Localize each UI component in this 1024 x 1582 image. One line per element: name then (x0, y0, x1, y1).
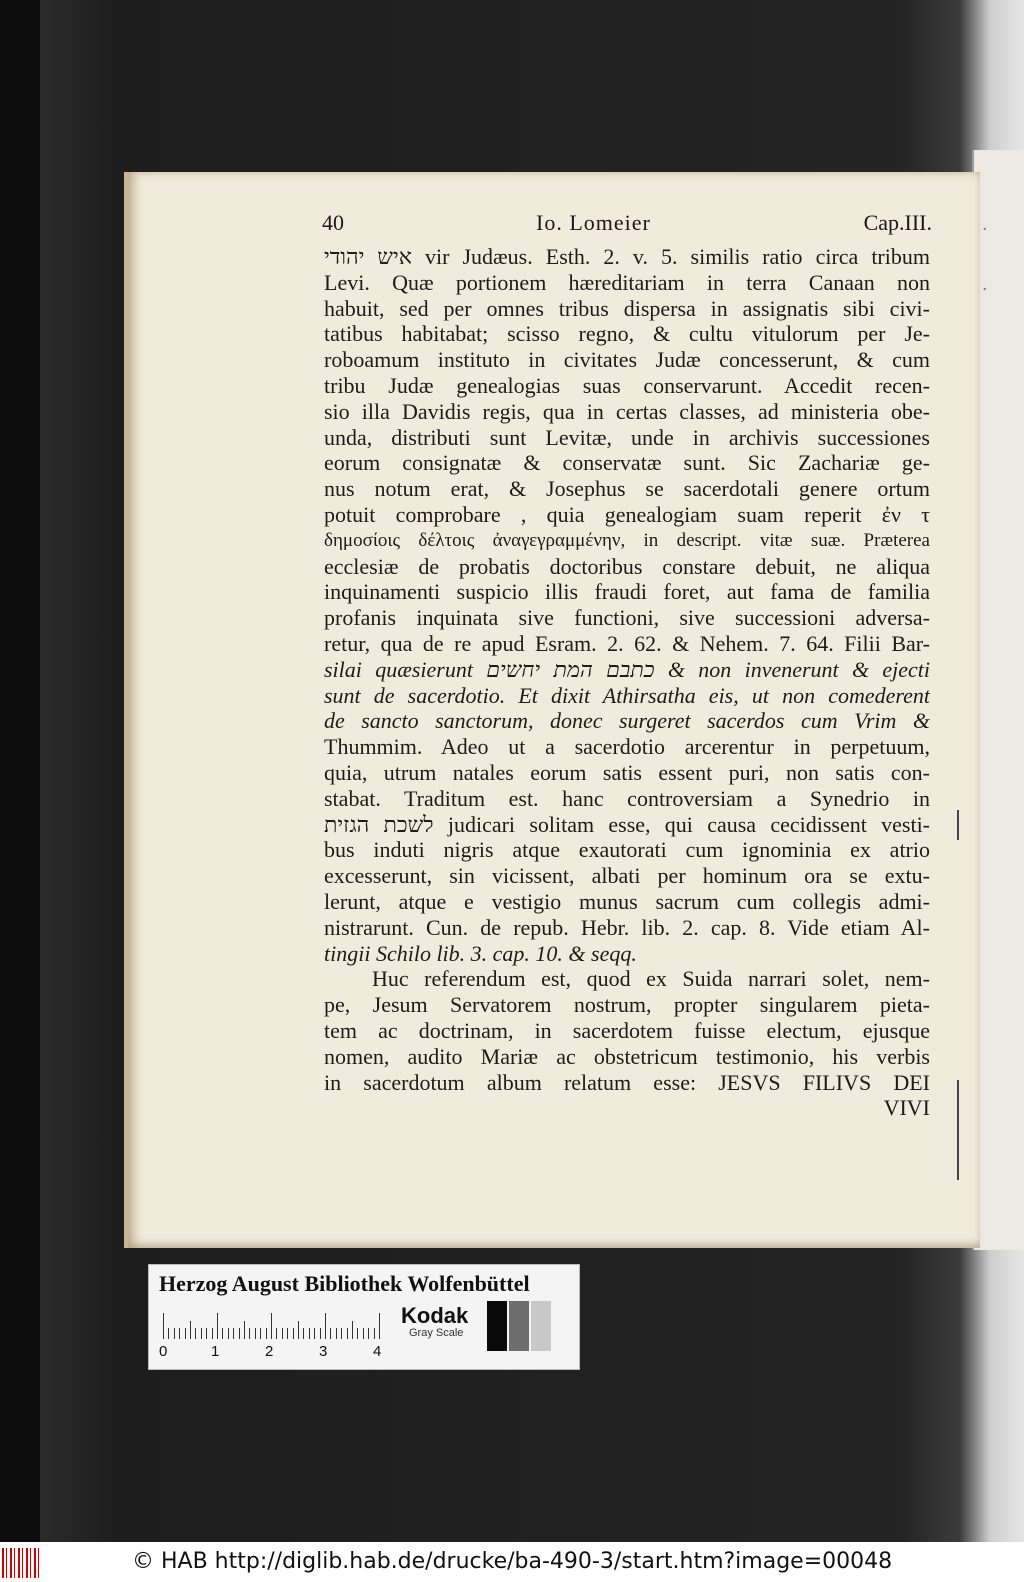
ruler-tick (212, 1328, 213, 1339)
gray-swatch-light (531, 1301, 551, 1351)
library-name: Herzog August Bibliothek Wolfenbüttel (159, 1271, 530, 1296)
ruler-tick (374, 1328, 375, 1339)
ruler-tick (282, 1328, 283, 1339)
gray-scale-label: Gray Scale (409, 1327, 464, 1339)
ruler-tick (228, 1328, 229, 1339)
text-line: Thummim. Adeo ut a sacerdotio arcerentur in perpetuum, (324, 734, 930, 760)
text-line: tatibus habitabat; scisso regno, & cultu vitulorum per Je- (324, 321, 930, 347)
margin-mark (957, 810, 959, 840)
text-line: profanis inquinata sive functioni, sive successioni adversa- (324, 605, 930, 631)
ruler-tick (244, 1321, 245, 1339)
text-line: tribu Judæ genealogias suas conservarunt. Accedit recen- (324, 372, 930, 398)
footer-bar (0, 1542, 1024, 1582)
scanner-edge (0, 0, 40, 1542)
running-header (322, 210, 932, 240)
ruler-tick (341, 1328, 342, 1339)
text-line: stabat. Traditum est. hanc controversiam a Synedrio in (324, 785, 930, 811)
ruler-tick (239, 1328, 240, 1339)
ruler-tick (266, 1328, 267, 1339)
facing-page-edge: · · (972, 150, 1024, 1250)
gray-swatch-black (487, 1301, 507, 1351)
ruler-tick (168, 1328, 169, 1339)
kodak-logo: Kodak (401, 1303, 469, 1328)
ruler-tick (379, 1313, 380, 1339)
text-line: Levi. Quæ portionem hæreditariam in terra Canaan non (324, 269, 930, 295)
text-line: potuit comprobare , quia genealogiam suam reperit ἐν τ (324, 501, 930, 527)
chapter-label: Cap.III. (863, 210, 932, 235)
ruler-tick (233, 1328, 234, 1339)
text-line: sio illa Davidis regis, qua in certas classes, ad ministeria obe- (324, 398, 930, 424)
ruler-tick (368, 1328, 369, 1339)
ruler-tick (330, 1328, 331, 1339)
text-line: Huc referendum est, quod ex Suida narrari solet, nem- (372, 966, 930, 992)
text-line: quia, utrum natales eorum satis essent puri, non satis con- (324, 759, 930, 785)
ruler-tick (222, 1328, 223, 1339)
ruler-tick (271, 1313, 272, 1339)
text-line: inquinamenti suspicio illis fraudi foret, aut fama de familia (324, 579, 930, 605)
gray-swatch-mid (509, 1301, 529, 1351)
ruler-tick (190, 1321, 191, 1339)
ruler-tick (314, 1328, 315, 1339)
text-line: silai quæsierunt כתבם המת יחשים & non invenerunt & ejecti (324, 656, 930, 682)
catchword: VIVI (883, 1095, 930, 1121)
text-line: nus notum erat, & Josephus se sacerdotali genere ortum (324, 476, 930, 502)
ruler-tick (217, 1313, 218, 1339)
page-body-text (324, 244, 930, 1121)
text-line: habuit, sed per omnes tribus dispersa in assignatis sibi civi- (324, 295, 930, 321)
text-line: de sancto sanctorum, donec surgeret sacerdos cum Vrim & (324, 708, 930, 734)
text-line: איש יהודי vir Judæus. Esth. 2. v. 5. similis ratio circa tribum (324, 244, 930, 269)
text-line: tingii Schilo lib. 3. cap. 10. & seqq. (324, 940, 637, 966)
barcode-icon (2, 1548, 42, 1578)
ruler-number: 3 (319, 1343, 328, 1360)
ruler-number: 0 (159, 1343, 168, 1360)
text-line: retur, qua de re apud Esram. 2. 62. & Nehem. 7. 64. Filii Bar- (324, 630, 930, 656)
ruler-number: 4 (373, 1343, 382, 1360)
ruler-numbers (159, 1343, 399, 1363)
text-line: excesserunt, sin vicissent, albati per hominum ora se extu- (324, 863, 930, 889)
ruler-tick (347, 1328, 348, 1339)
text-line: nistrarunt. Cun. de repub. Hebr. lib. 2. cap. 8. Vide etiam Al- (324, 914, 930, 940)
text-line: lerunt, atque e vestigio munus sacrum cum collegis admi- (324, 888, 930, 914)
text-line: roboamum instituto in civitates Judæ concesserunt, & cum (324, 347, 930, 373)
ruler-tick (293, 1328, 294, 1339)
ruler-number: 2 (265, 1343, 274, 1360)
ruler-tick (352, 1321, 353, 1339)
ruler-tick (287, 1328, 288, 1339)
ruler-tick (249, 1328, 250, 1339)
running-title-author: Io. Lomeier (536, 210, 651, 235)
ruler-tick (363, 1328, 364, 1339)
ruler-tick (260, 1328, 261, 1339)
text-line: in sacerdotum album relatum esse: JESVS FILIVS DEI (324, 1069, 930, 1095)
text-line: sunt de sacerdotio. Et dixit Athirsatha eis, ut non comederent (324, 682, 930, 708)
ruler-tick (255, 1328, 256, 1339)
ruler-tick (185, 1328, 186, 1339)
ruler-tick (298, 1321, 299, 1339)
ruler-tick (201, 1328, 202, 1339)
ruler-tick (325, 1313, 326, 1339)
ruler-tick (163, 1313, 164, 1339)
ruler-tick (174, 1328, 175, 1339)
ruler-tick (206, 1328, 207, 1339)
ruler-scale (163, 1311, 381, 1339)
text-line: bus induti nigris atque exautorati cum ignominia ex atrio (324, 837, 930, 863)
ruler-number: 1 (211, 1343, 220, 1360)
ruler-tick (320, 1328, 321, 1339)
text-line: ecclesiæ de probatis doctoribus constare debuit, ne aliqua (324, 553, 930, 579)
ruler-tick (179, 1328, 180, 1339)
text-line: δημοσίοις δέλτοις ἀναγεγραμμένην, in descript. vitæ suæ. Præterea (324, 529, 930, 551)
text-line: pe, Jesum Servatorem nostrum, propter singularem pieta- (324, 992, 930, 1018)
text-line: לשכת הגזית judicari solitam esse, qui causa cecidissent vesti- (324, 811, 930, 837)
ruler-tick (336, 1328, 337, 1339)
ruler-tick (195, 1328, 196, 1339)
library-color-card (148, 1264, 580, 1370)
page-number: 40 (322, 210, 344, 235)
ruler-tick (303, 1328, 304, 1339)
text-line: nomen, audito Mariæ ac obstetricum testimonio, his verbis (324, 1043, 930, 1069)
text-line: tem ac doctrinam, in sacerdotem fuisse electum, ejusque (324, 1017, 930, 1043)
footer-copyright-link[interactable]: © HAB http://diglib.hab.de/drucke/ba-490-3/start.htm?image=00048 (132, 1549, 893, 1574)
margin-mark (957, 1080, 959, 1180)
text-line: unda, distributi sunt Levitæ, unde in archivis successiones (324, 424, 930, 450)
ruler-tick (309, 1328, 310, 1339)
ruler-tick (357, 1328, 358, 1339)
ruler-tick (276, 1328, 277, 1339)
text-line: eorum consignatæ & conservatæ sunt. Sic Zachariæ ge- (324, 450, 930, 476)
